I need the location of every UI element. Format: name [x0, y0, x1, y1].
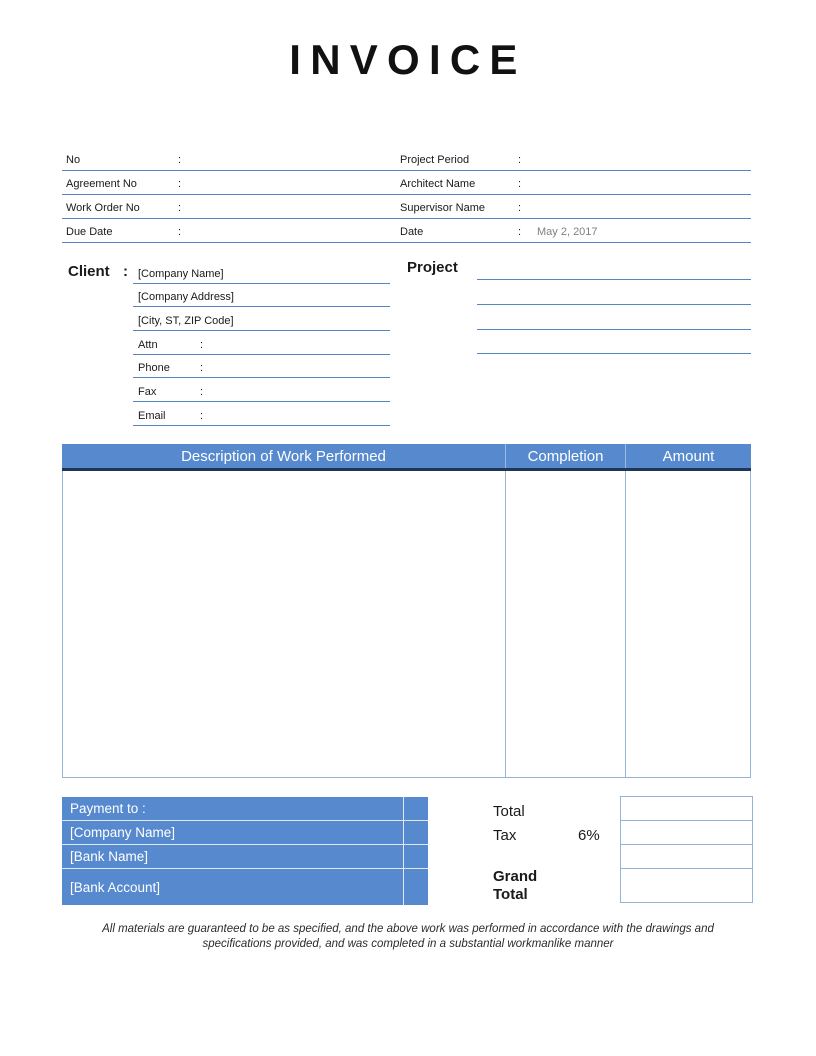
- totals-boxes: [620, 796, 753, 903]
- meta-colon: :: [178, 154, 182, 166]
- payment-bank-name-row[interactable]: [62, 844, 428, 868]
- meta-colon2: :: [518, 202, 522, 214]
- field-colon: :: [200, 339, 204, 351]
- field-placeholder: [Company Name]: [138, 268, 224, 280]
- meta-label: Work Order No: [66, 202, 140, 214]
- project-section-label: Project: [407, 259, 458, 276]
- meta-label2: Project Period: [400, 154, 470, 166]
- guarantee-note-line1: All materials are guaranteed to be as specified, and the above work was performed in accordance with the drawings and: [102, 923, 714, 935]
- meta-section: [62, 147, 751, 243]
- field-colon: :: [200, 386, 204, 398]
- page-title: INVOICE: [289, 36, 527, 83]
- payment-column-divider: [403, 797, 404, 905]
- client-company-address-field[interactable]: [133, 285, 390, 307]
- meta-label2: Date: [400, 226, 424, 238]
- meta-label: No: [66, 154, 81, 166]
- client-city-state-zip-field[interactable]: [133, 309, 390, 331]
- meta-colon: :: [178, 226, 182, 238]
- tax-amount-box[interactable]: [620, 820, 753, 845]
- meta-row-work-order[interactable]: [62, 195, 751, 219]
- client-section-colon: :: [123, 263, 128, 280]
- field-placeholder: [Company Address]: [138, 291, 234, 303]
- project-line-4[interactable]: [477, 334, 751, 354]
- column-header-description: Description of Work Performed: [181, 447, 386, 465]
- payment-company-name: [Company Name]: [70, 825, 176, 840]
- field-label: Email: [138, 410, 166, 422]
- client-attn-field[interactable]: [133, 333, 390, 355]
- work-table-header: [62, 444, 751, 471]
- guarantee-note-line2: specifications provided, and was completed in a substantial workmanlike manner: [202, 938, 614, 950]
- client-phone-field[interactable]: [133, 356, 390, 378]
- total-amount-box[interactable]: [620, 796, 753, 821]
- subtotal-amount-box[interactable]: [620, 844, 753, 869]
- field-colon: :: [200, 410, 204, 422]
- payment-bank-name: [Bank Name]: [70, 849, 149, 864]
- total-label: Total: [493, 803, 525, 820]
- grand-total-amount-box[interactable]: [620, 868, 753, 903]
- amount-cell[interactable]: [625, 471, 750, 777]
- work-table-body: [62, 471, 751, 778]
- payment-section: [62, 797, 428, 905]
- field-label: Fax: [138, 386, 157, 398]
- meta-colon2: :: [518, 154, 522, 166]
- meta-colon: :: [178, 202, 182, 214]
- project-line-3[interactable]: [477, 310, 751, 330]
- payment-bank-account: [Bank Account]: [70, 879, 161, 895]
- field-label: Attn: [138, 339, 158, 351]
- column-header-amount: Amount: [625, 444, 751, 468]
- tax-label: Tax: [493, 827, 517, 844]
- tax-rate: 6%: [578, 827, 600, 844]
- client-fax-field[interactable]: [133, 380, 390, 402]
- project-line-1[interactable]: [477, 260, 751, 280]
- client-company-name-field[interactable]: [133, 262, 390, 284]
- meta-colon2: :: [518, 178, 522, 190]
- project-line-2[interactable]: [477, 285, 751, 305]
- meta-row-agreement[interactable]: [62, 171, 751, 195]
- meta-label2: Supervisor Name: [400, 202, 485, 214]
- client-email-field[interactable]: [133, 404, 390, 426]
- payment-company-name-row[interactable]: [62, 820, 428, 844]
- field-label: Phone: [138, 362, 170, 374]
- meta-row-no[interactable]: [62, 147, 751, 171]
- column-header-completion: Completion: [505, 444, 625, 468]
- meta-colon2: :: [518, 226, 522, 238]
- description-cell[interactable]: [63, 471, 505, 777]
- meta-label: Due Date: [66, 226, 113, 238]
- payment-to-label: Payment to :: [70, 801, 146, 816]
- client-section-label: Client: [68, 263, 110, 280]
- meta-colon: :: [178, 178, 182, 190]
- meta-label2: Architect Name: [400, 178, 476, 190]
- guarantee-note: [63, 922, 753, 952]
- payment-bank-account-row[interactable]: [62, 868, 428, 905]
- payment-to-row: [62, 797, 428, 820]
- field-placeholder: [City, ST, ZIP Code]: [138, 315, 234, 327]
- date-value[interactable]: May 2, 2017: [537, 226, 598, 238]
- meta-label: Agreement No: [66, 178, 137, 190]
- completion-cell[interactable]: [505, 471, 625, 777]
- field-colon: :: [200, 362, 204, 374]
- meta-row-due-date[interactable]: [62, 219, 751, 243]
- grand-total-label: Grand Total: [493, 868, 538, 903]
